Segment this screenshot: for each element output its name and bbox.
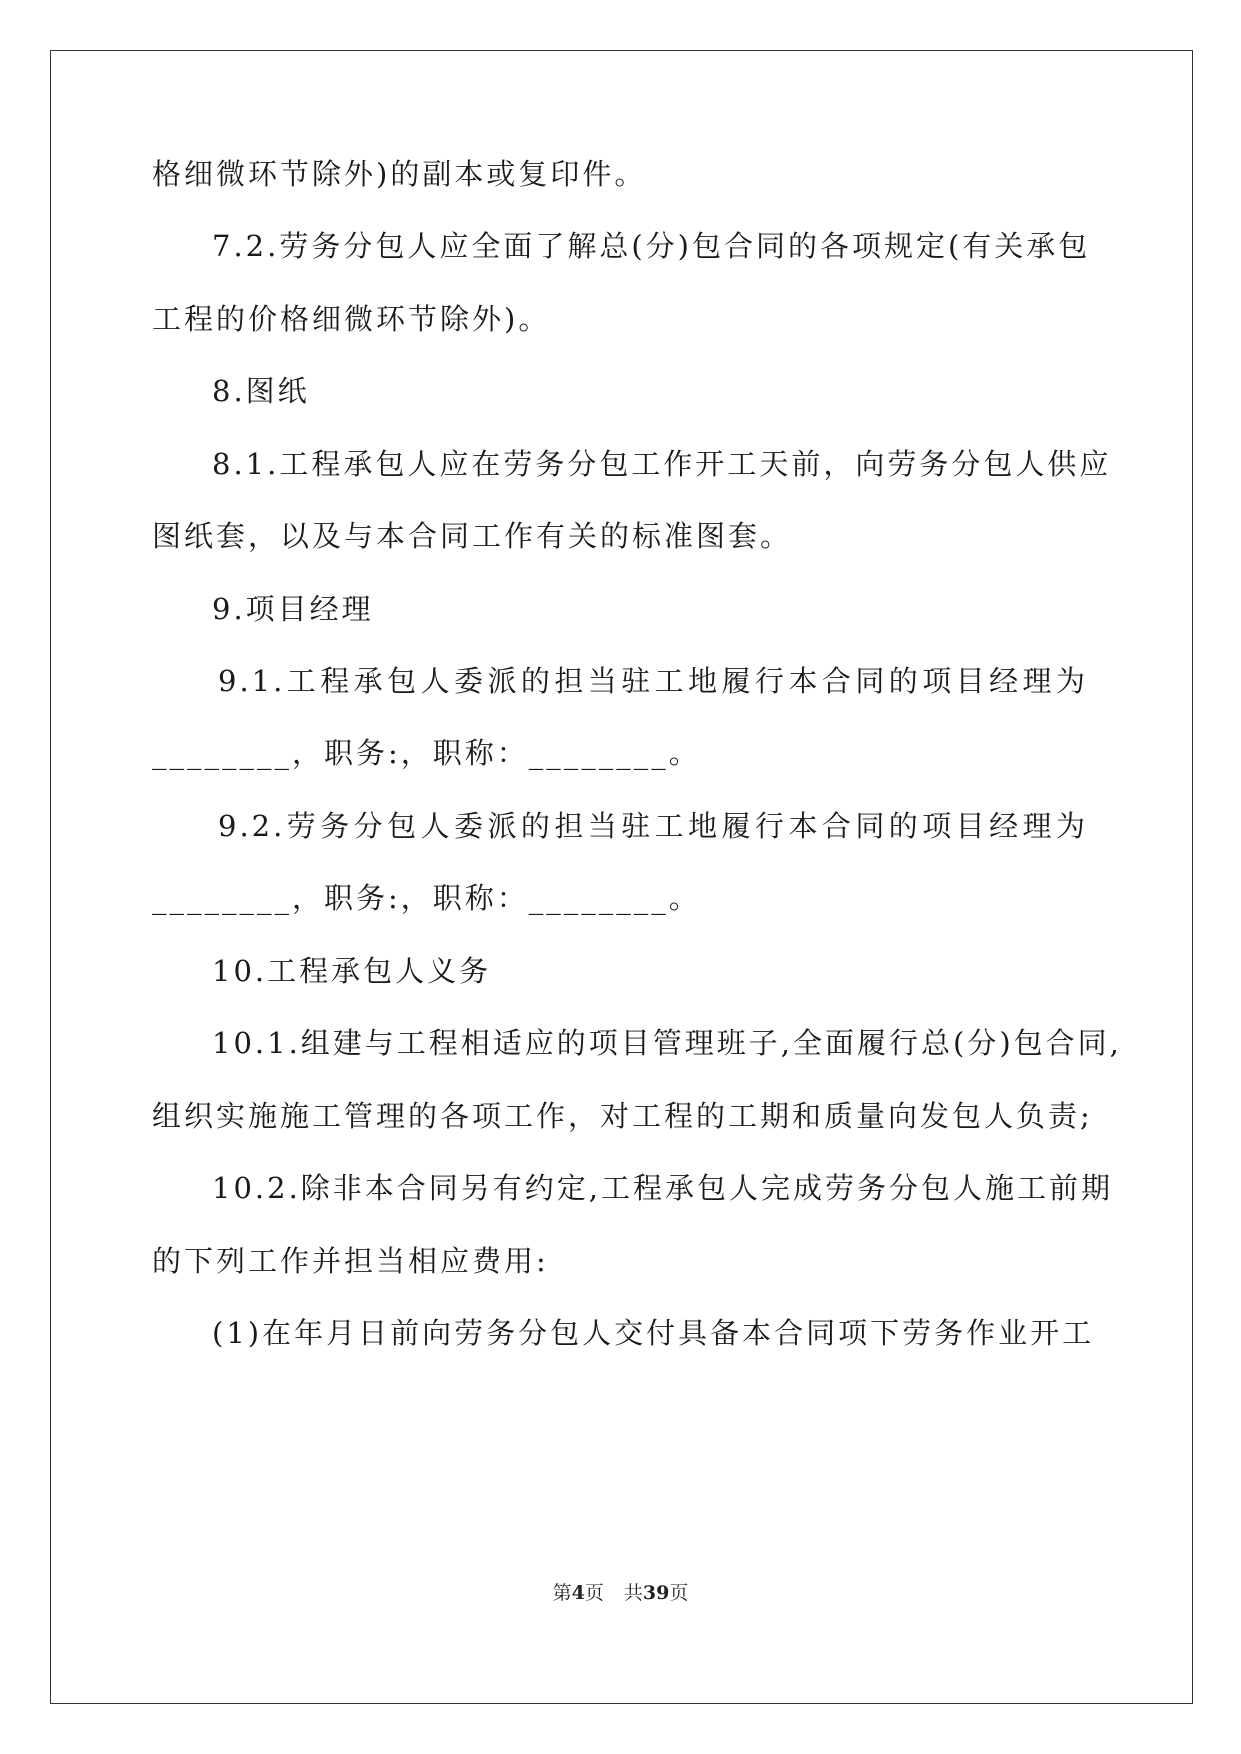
total-pages: 39	[642, 1582, 670, 1604]
page-frame	[50, 50, 1193, 1704]
text-line: 9.1.工程承包人委派的担当驻工地履行本合同的项目经理为	[218, 664, 1088, 698]
text-line: 10.1.组建与工程相适应的项目管理班子,全面履行总(分)包合同,	[212, 1026, 1122, 1060]
section-heading: 9.项目经理	[212, 592, 374, 626]
text-line: ________，职务:，职称：________。	[152, 736, 701, 770]
text-line: 组织实施施工管理的各项工作，对工程的工期和质量向发包人负责;	[152, 1099, 1093, 1133]
footer-prefix: 第	[552, 1582, 572, 1604]
footer-page-suffix: 页	[584, 1582, 604, 1604]
text-line: 图纸套，以及与本合同工作有关的标准图套。	[152, 519, 793, 553]
text-line: 格细微环节除外)的副本或复印件。	[152, 157, 647, 191]
section-heading: 8.图纸	[212, 374, 310, 408]
text-line: 8.1.工程承包人应在劳务分包工作开工天前，向劳务分包人供应	[212, 447, 1112, 481]
page-footer	[0, 1581, 1241, 1605]
section-heading: 10.工程承包人义务	[212, 954, 492, 988]
page-number: 4	[571, 1582, 585, 1604]
footer-total-suffix: 页	[669, 1582, 689, 1604]
footer-total-prefix: 共	[623, 1582, 643, 1604]
text-line: ________，职务:，职称：________。	[152, 881, 701, 915]
text-line: 9.2.劳务分包人委派的担当驻工地履行本合同的项目经理为	[218, 809, 1088, 843]
text-line: 7.2.劳务分包人应全面了解总(分)包合同的各项规定(有关承包	[212, 229, 1091, 263]
text-line: (1)在年月日前向劳务分包人交付具备本合同项下劳务作业开工	[212, 1316, 1095, 1350]
text-line: 工程的价格细微环节除外)。	[152, 302, 551, 336]
text-line: 10.2.除非本合同另有约定,工程承包人完成劳务分包人施工前期	[212, 1171, 1114, 1205]
text-line: 的下列工作并担当相应费用:	[152, 1244, 549, 1278]
